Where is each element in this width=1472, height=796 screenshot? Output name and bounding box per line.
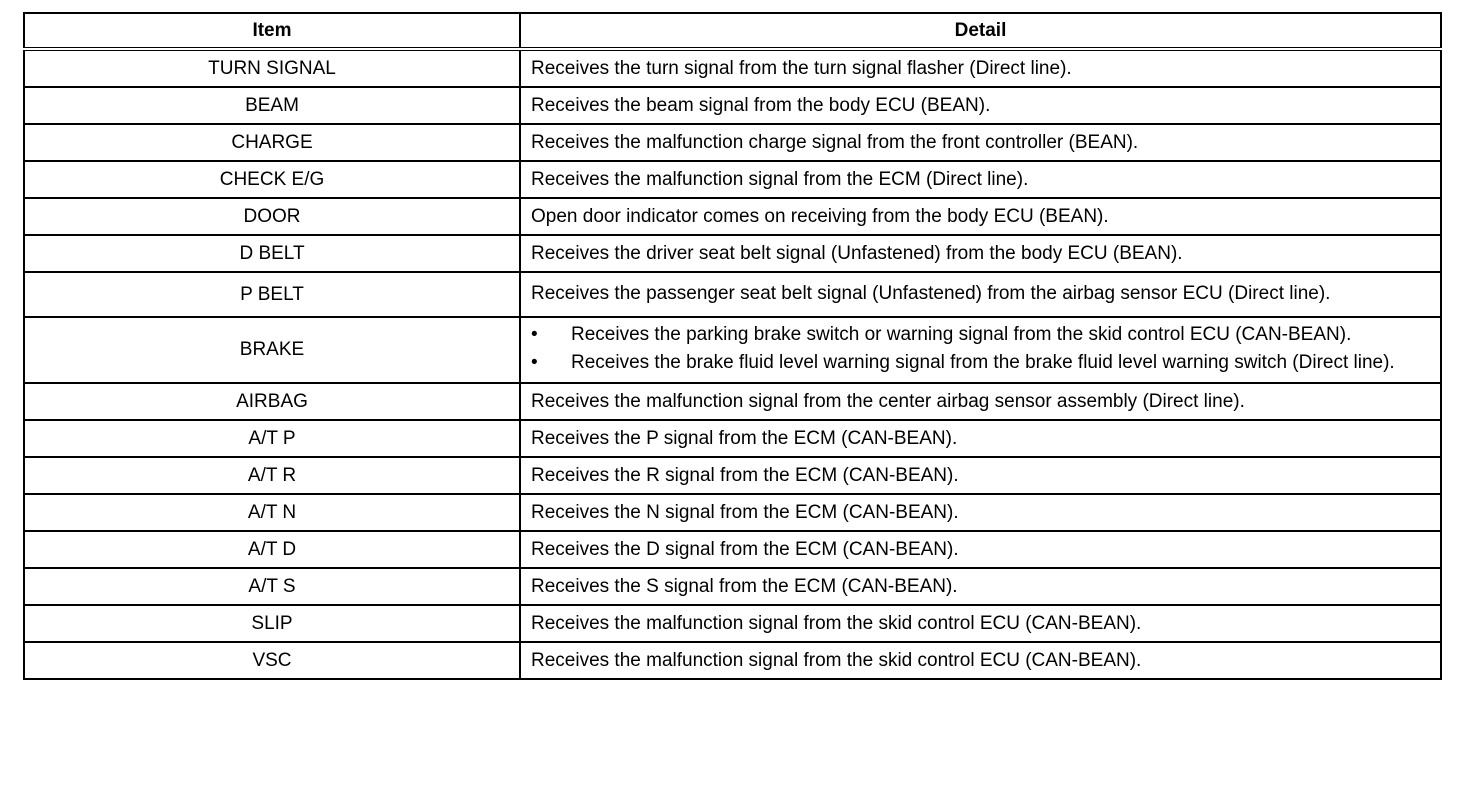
item-cell: A/T S [24,568,520,605]
item-cell: BRAKE [24,317,520,383]
item-cell: VSC [24,642,520,679]
bullet-text: Receives the parking brake switch or warning signal from the skid control ECU (CAN-BEAN). [571,324,1352,345]
column-header-detail: Detail [520,13,1441,49]
table-row [24,642,1441,679]
table-row [24,235,1441,272]
table-row [24,420,1441,457]
bullet-item [531,321,1430,349]
table-row [24,198,1441,235]
detail-cell: Receives the passenger seat belt signal (Unfastened) from the airbag sensor ECU (Direct line). [520,272,1441,317]
table-row [24,161,1441,198]
item-cell: CHARGE [24,124,520,161]
indicator-detail-table [23,12,1442,680]
item-cell: DOOR [24,198,520,235]
table-row [24,317,1441,383]
item-cell: TURN SIGNAL [24,49,520,87]
bullet-item [531,349,1430,377]
bullet-icon: • [531,324,538,345]
detail-cell: Receives the malfunction signal from the ECM (Direct line). [520,161,1441,198]
detail-cell: Receives the malfunction signal from the skid control ECU (CAN-BEAN). [520,605,1441,642]
table-row [24,124,1441,161]
table-row [24,531,1441,568]
item-cell: A/T N [24,494,520,531]
detail-cell: Receives the S signal from the ECM (CAN-BEAN). [520,568,1441,605]
detail-cell: Receives the malfunction signal from the skid control ECU (CAN-BEAN). [520,642,1441,679]
table-row [24,494,1441,531]
table-body [24,49,1441,679]
table-row [24,272,1441,317]
table-header [24,13,1441,49]
item-cell: AIRBAG [24,383,520,420]
detail-cell: Open door indicator comes on receiving from the body ECU (BEAN). [520,198,1441,235]
detail-cell: Receives the driver seat belt signal (Unfastened) from the body ECU (BEAN). [520,235,1441,272]
item-cell: A/T R [24,457,520,494]
bullet-text: Receives the brake fluid level warning signal from the brake fluid level warning switch (Direct line). [571,352,1395,373]
bullet-icon: • [531,352,538,373]
item-cell: A/T P [24,420,520,457]
table-row [24,87,1441,124]
detail-cell: Receives the N signal from the ECM (CAN-BEAN). [520,494,1441,531]
detail-cell: Receives the P signal from the ECM (CAN-BEAN). [520,420,1441,457]
item-cell: CHECK E/G [24,161,520,198]
detail-cell: Receives the beam signal from the body ECU (BEAN). [520,87,1441,124]
item-cell: BEAM [24,87,520,124]
table-row [24,383,1441,420]
table-row [24,568,1441,605]
item-cell: SLIP [24,605,520,642]
bullet-list [531,321,1430,377]
item-cell: P BELT [24,272,520,317]
detail-cell: Receives the turn signal from the turn signal flasher (Direct line). [520,49,1441,87]
table-row [24,49,1441,87]
detail-cell: Receives the D signal from the ECM (CAN-BEAN). [520,531,1441,568]
detail-cell: Receives the malfunction signal from the center airbag sensor assembly (Direct line). [520,383,1441,420]
detail-cell-bulleted [520,317,1441,383]
table-row [24,605,1441,642]
item-cell: A/T D [24,531,520,568]
table-row [24,457,1441,494]
header-row [24,13,1441,49]
column-header-item: Item [24,13,520,49]
detail-cell: Receives the R signal from the ECM (CAN-BEAN). [520,457,1441,494]
item-cell: D BELT [24,235,520,272]
detail-cell: Receives the malfunction charge signal from the front controller (BEAN). [520,124,1441,161]
